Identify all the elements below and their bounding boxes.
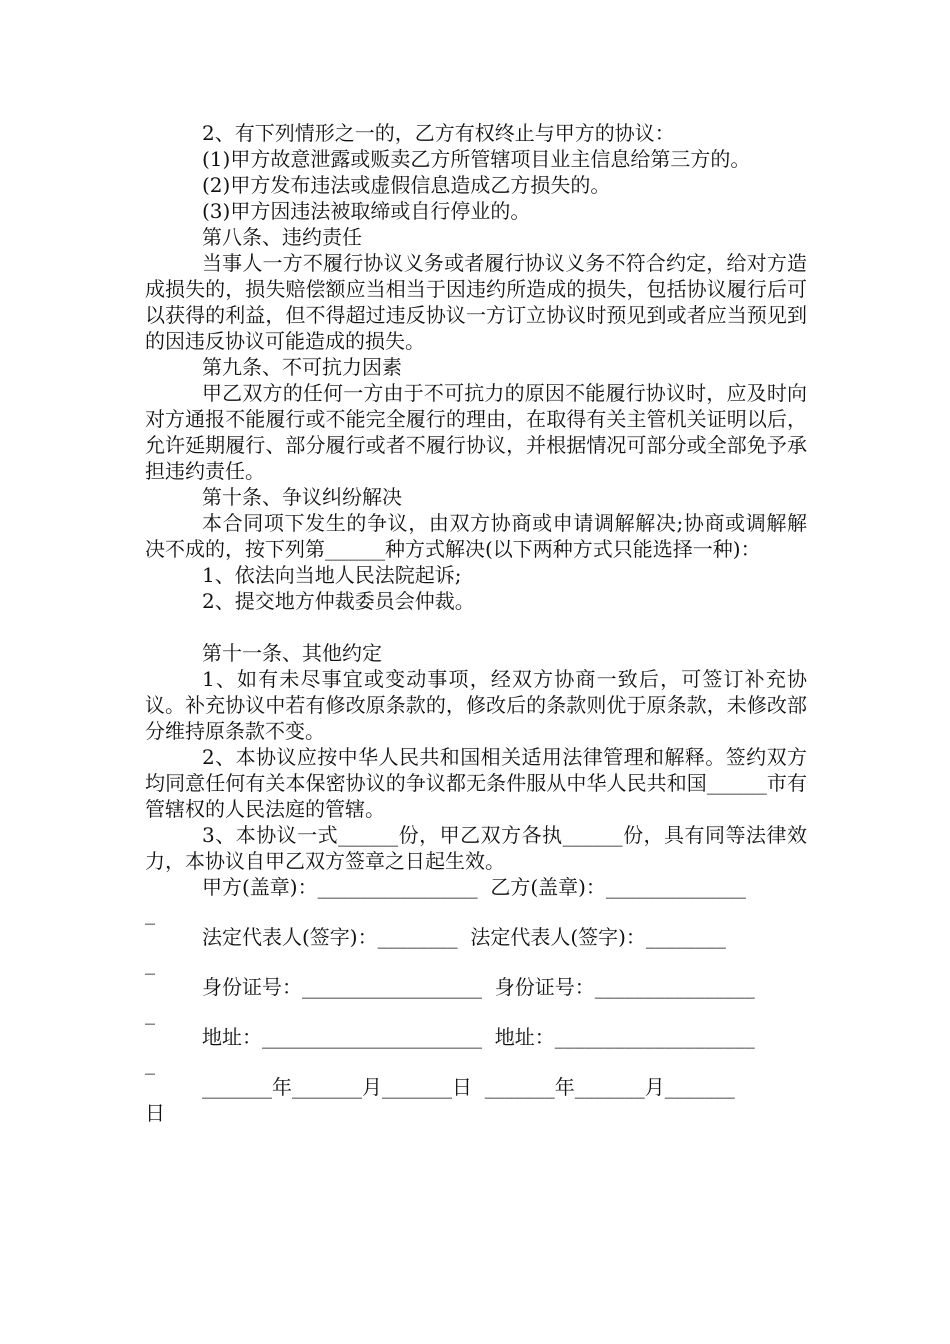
clause-10-text: 本合同项下发生的争议，由双方协商或申请调解解决;协商或调解解决不成的，按下列第______种方式解决(以下两种方式只能选择一种)： (145, 511, 807, 561)
signature-legal-rep-row: 法定代表人(签字)：________ 法定代表人(签字)：________ (202, 925, 726, 949)
signature-id-number-row: 身份证号：__________________ 身份证号：________________ (202, 975, 755, 999)
clause-7-item-2: 2、有下列情形之一的，乙方有权终止与甲方的协议： (202, 121, 675, 145)
clause-11-item-3: 3、本协议一式______份，甲乙双方各执______份，具有同等法律效力，本协议自甲乙双方签章之日起生效。 (145, 823, 807, 873)
document-body (145, 120, 807, 1126)
blank-line (145, 614, 807, 640)
clause-10-option-2: 2、提交地方仲裁委员会仲裁。 (202, 589, 475, 613)
signature-date-day: 日 (145, 1101, 165, 1125)
signature-address-row: 地址：______________________ 地址：____________________ (202, 1025, 755, 1049)
signature-date-row: _______年_______月_______日 _______年_______月_______ (202, 1075, 735, 1099)
signature-row-overflow: _ (145, 1051, 155, 1075)
signature-row-overflow: _ (145, 901, 155, 925)
clause-8-heading: 第八条、违约责任 (202, 225, 362, 249)
clause-9-text: 甲乙双方的任何一方由于不可抗力的原因不能履行协议时，应及时向对方通报不能履行或不能完全履行的理由，在取得有关主管机关证明以后，允许延期履行、部分履行或者不履行协议，并根据情况可部分或全部免予承担违约责任。 (145, 381, 807, 483)
clause-11-item-1: 1、如有未尽事宜或变动事项，经双方协商一致后，可签订补充协议。补充协议中若有修改原条款的，修改后的条款则优于原条款，未修改部分维持原条款不变。 (145, 667, 807, 743)
clause-9-heading: 第九条、不可抗力因素 (202, 355, 402, 379)
clause-7-item-2-3: (3)甲方因违法被取缔或自行停业的。 (202, 199, 531, 223)
clause-7-item-2-2: (2)甲方发布违法或虚假信息造成乙方损失的。 (202, 173, 611, 197)
clause-11-heading: 第十一条、其他约定 (202, 641, 382, 665)
clause-8-text: 当事人一方不履行协议义务或者履行协议义务不符合约定，给对方造成损失的，损失赔偿额应当相当于因违约所造成的损失，包括协议履行后可以获得的利益，但不得超过违反协议一方订立协议时预见到或者应当预见到的因违反协议可能造成的损失。 (145, 251, 807, 353)
signature-party-seal-row: 甲方(盖章)：________________ 乙方(盖章)：______________ (202, 875, 746, 899)
clause-10-heading: 第十条、争议纠纷解决 (202, 485, 402, 509)
clause-7-item-2-1: (1)甲方故意泄露或贩卖乙方所管辖项目业主信息给第三方的。 (202, 147, 751, 171)
clause-10-option-1: 1、依法向当地人民法院起诉; (202, 563, 462, 587)
signature-row-overflow: _ (145, 951, 155, 975)
signature-row-overflow: _ (145, 1001, 155, 1025)
clause-11-item-2: 2、本协议应按中华人民共和国相关适用法律管理和解释。签约双方均同意任何有关本保密协议的争议都无条件服从中华人民共和国______市有管辖权的人民法庭的管辖。 (145, 745, 807, 821)
